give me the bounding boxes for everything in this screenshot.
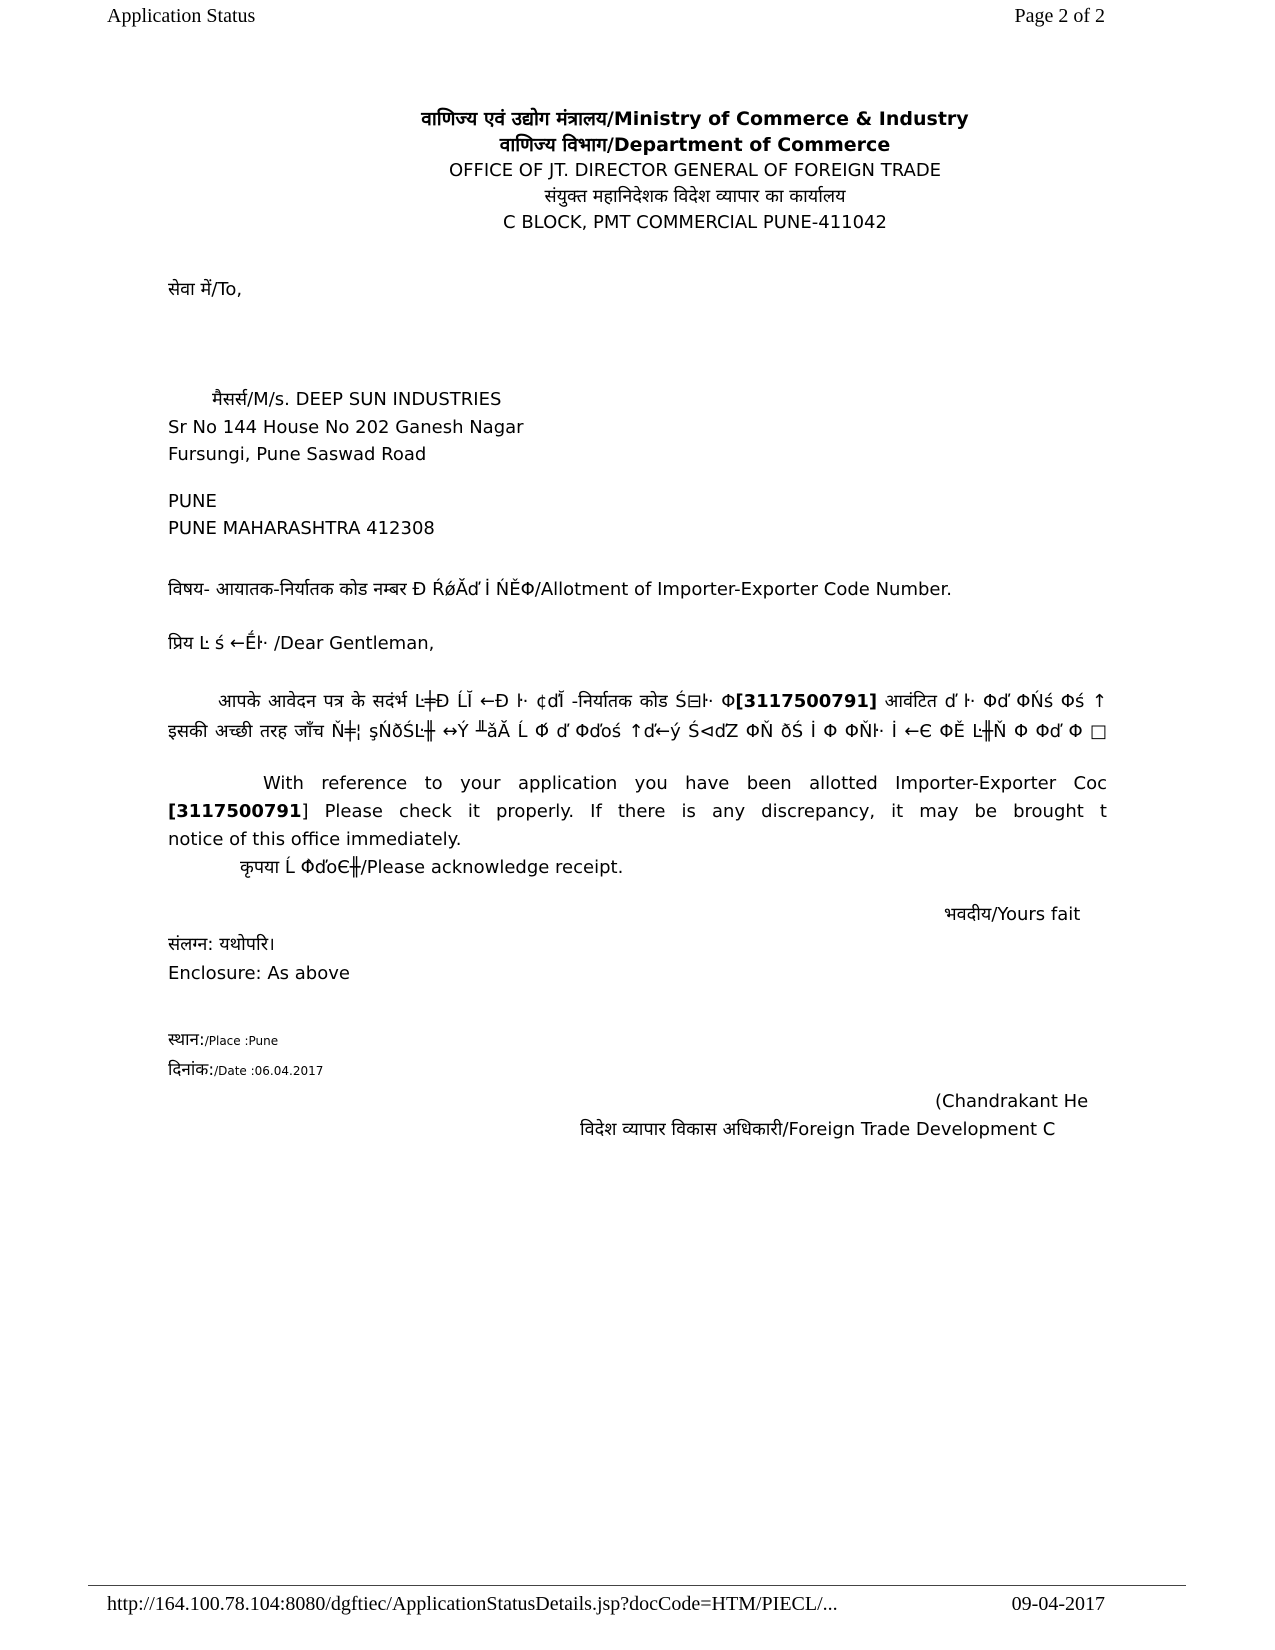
document-content — [168, 0, 1107, 1650]
letterhead-office-line: OFFICE OF JT. DIRECTOR GENERAL OF FOREIGN TRADE — [448, 160, 942, 181]
letterhead-office-line-hindi: संयुक्त महानिदेशक विदेश व्यापार का कार्यालय — [544, 186, 846, 207]
recipient-name: मैसर्स/M/s. DEEP SUN INDUSTRIES — [212, 389, 502, 410]
letterhead — [168, 106, 1107, 236]
acknowledge-line: कृपया Ĺ Φ̀ďoЄ╫/Please acknowledge receipt. — [240, 857, 624, 878]
date-label-hindi: दिनांक: — [168, 1060, 215, 1080]
letterhead-department-line: वाणिज्य विभाग/Department of Commerce — [499, 134, 891, 156]
iec-code-english: [3117500791 — [168, 801, 302, 822]
date-value: /Date :06.04.2017 — [214, 1064, 324, 1078]
recipient-address-2: Fursungi, Pune Saswad Road — [168, 444, 427, 465]
body-hindi-line-1-post: आवंटित ď ŀ· Φď ΦŃś Φś ↑ — [877, 691, 1107, 712]
recipient-region: PUNE MAHARASHTRA 412308 — [168, 518, 435, 539]
body-english-line-2-rest: ] Please check it properly. If there is any discrepancy, it may be brought t — [301, 801, 1107, 822]
place-label-hindi: स्थान: — [168, 1030, 205, 1050]
signatory-designation: विदेश व्यापार विकास अधिकारी/Foreign Trade Development C — [580, 1119, 1056, 1140]
print-footer-date: 09-04-2017 — [1011, 1593, 1105, 1615]
body-hindi-line-1 — [168, 690, 1107, 716]
letterhead-ministry-line: वाणिज्य एवं उद्योग मंत्रालय/Ministry of Commerce & Industry — [421, 108, 969, 130]
place-value: /Place :Pune — [204, 1034, 279, 1048]
enclosure-hindi: संलग्न: यथोपरि। — [168, 934, 275, 955]
enclosure-english: Enclosure: As above — [168, 963, 350, 984]
body-english-line-1: With reference to your application you have been allotted Importer-Exporter Coc — [263, 773, 1107, 794]
recipient-city: PUNE — [168, 491, 217, 512]
subject-line: विषय- आयातक-निर्यातक कोड नम्बर Đ ŔǿĂď İ ŃĚΦ/Allotment of Importer-Exporter Code Number. — [168, 579, 952, 600]
print-header-title: Application Status — [107, 5, 256, 27]
body-english-line-3: notice of this office immediately. — [168, 829, 462, 850]
iec-code-hindi: [3117500791] — [735, 691, 878, 712]
signatory-name: (Chandrakant He — [935, 1091, 1089, 1112]
footer-rule — [88, 1585, 1186, 1586]
date-line — [168, 1058, 323, 1083]
letterhead-address-line: C BLOCK, PMT COMMERCIAL PUNE-411042 — [503, 212, 887, 233]
body-english-line-2 — [168, 800, 1107, 826]
body-hindi-line-2: इसकी अच्छी तरह जाँच Ň╪¦ şŃðŚĿ╫ ↔Ý ╨ǎĂ Ĺ Φ́ ď Φďoś ↑ď←ý Ś⊲ďZ ΦŇ ðŚ İ Φ ΦŇŀ· İ ←Є ΦĚ Ŀ╫Ň Φ Φď Φ □ — [168, 721, 1107, 742]
to-label: सेवा में/To, — [168, 279, 243, 300]
print-footer-url: http://164.100.78.104:8080/dgftiec/ApplicationStatusDetails.jsp?docCode=HTM/PIECL/... — [107, 1593, 838, 1615]
print-header-page-number: Page 2 of 2 — [1014, 5, 1105, 27]
closing-yours-faithfully: भवदीय/Yours fait — [944, 904, 1081, 925]
place-line — [168, 1028, 278, 1053]
body-hindi-line-1-pre: आपके आवेदन पत्र के सदंर्भ Ŀ╪Đ ĹĬ ←Đ ŀ· ¢ďĬ -निर्यातक कोड Ś⊟ŀ· Φ — [218, 691, 736, 712]
salutation-line: प्रिय Ŀ ś ←Ḗŀ· /Dear Gentleman, — [168, 633, 435, 654]
recipient-address-1: Sr No 144 House No 202 Ganesh Nagar — [168, 417, 524, 438]
